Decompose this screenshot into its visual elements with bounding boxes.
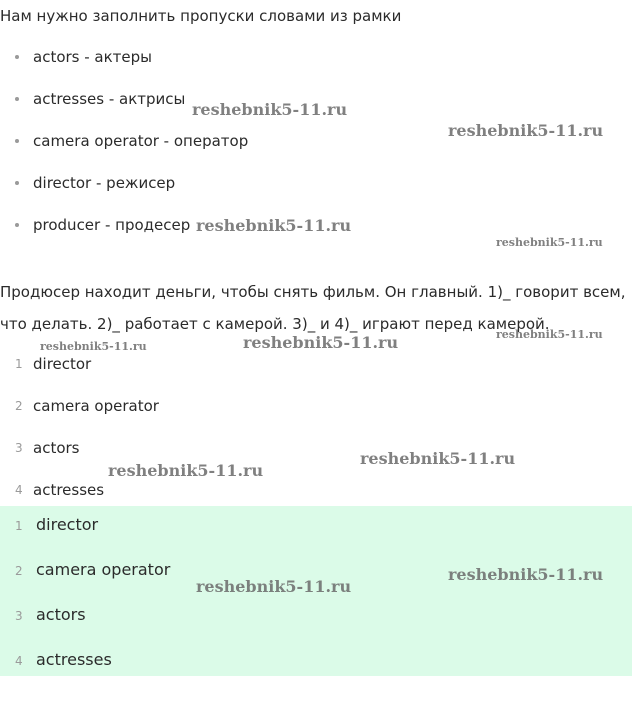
item-text: camera operator <box>36 560 171 579</box>
bullet-icon <box>15 223 19 227</box>
watermark: reshebnik5-11.ru <box>243 333 399 352</box>
item-number: 4 <box>15 654 23 668</box>
item-text: actors <box>33 439 80 457</box>
item-text: director <box>33 355 92 373</box>
item-number: 4 <box>15 483 23 497</box>
list-item <box>0 130 248 172</box>
watermark: reshebnik5-11.ru <box>496 236 603 249</box>
item-text: actresses <box>36 650 112 669</box>
item-number: 2 <box>15 564 23 578</box>
item-text: actresses <box>33 481 105 499</box>
bullet-icon <box>15 181 19 185</box>
item-number: 3 <box>15 441 23 455</box>
word-box-item: director - режисер <box>33 174 176 192</box>
watermark: reshebnik5-11.ru <box>192 100 348 119</box>
word-box-item: camera operator - оператор <box>33 132 249 150</box>
bullet-icon <box>15 55 19 59</box>
word-box-item: producer - продесер <box>33 216 191 234</box>
watermark: reshebnik5-11.ru <box>360 449 516 468</box>
item-number: 2 <box>15 399 23 413</box>
exercise-paragraph: Продюсер находит деньги, чтобы снять фильм. Он главный. 1)_ говорит всем, что делать. 2)_ работает с камерой. 3)_ и 4)_ играют перед камерой. <box>0 283 626 333</box>
word-box-item: actors - актеры <box>33 48 153 66</box>
bullet-icon <box>15 139 19 143</box>
watermark: reshebnik5-11.ru <box>40 340 147 353</box>
bullet-icon <box>15 97 19 101</box>
item-text: camera operator <box>33 397 159 415</box>
watermark: reshebnik5-11.ru <box>496 328 603 341</box>
list-item <box>0 46 248 88</box>
watermark: reshebnik5-11.ru <box>448 565 604 584</box>
watermark: reshebnik5-11.ru <box>196 216 352 235</box>
item-number: 1 <box>15 357 23 371</box>
item-text: actors <box>36 605 86 624</box>
task-instruction: Нам нужно заполнить пропуски словами из рамки <box>0 7 402 25</box>
watermark: reshebnik5-11.ru <box>448 121 604 140</box>
word-box-item: actresses - актрисы <box>33 90 186 108</box>
item-number: 1 <box>15 519 23 533</box>
item-text: director <box>36 515 99 534</box>
watermark: reshebnik5-11.ru <box>108 461 264 480</box>
watermark: reshebnik5-11.ru <box>196 577 352 596</box>
item-number: 3 <box>15 609 23 623</box>
list-item <box>0 172 248 214</box>
